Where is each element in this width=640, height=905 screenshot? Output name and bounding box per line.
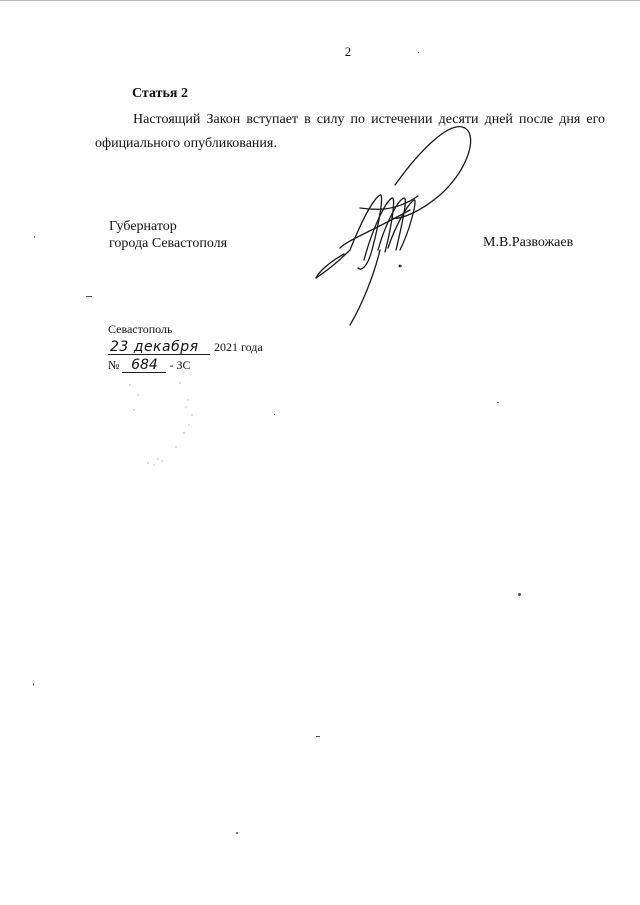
issue-place: Севастополь <box>108 322 173 336</box>
scan-speck <box>34 236 35 238</box>
faint-stamp-impression <box>118 355 208 475</box>
scan-speck <box>274 414 275 415</box>
law-number-handwritten: 684 <box>122 358 166 373</box>
article-text: Настоящий Закон вступает в силу по истечении десяти дней после дня его официального опубликования. <box>95 112 605 151</box>
issue-date-handwritten: 23 декабря <box>108 340 210 355</box>
scan-speck <box>497 402 499 403</box>
signatory-title-line2: города Севастополя <box>109 236 228 251</box>
page-number: 2 <box>344 44 352 59</box>
scan-speck <box>400 265 402 267</box>
signatory-title <box>109 218 227 252</box>
scan-speck <box>316 736 320 737</box>
scan-speck <box>418 52 419 53</box>
signatory-title-line1: Губернатор <box>109 219 177 234</box>
issue-year: 2021 года <box>214 340 263 354</box>
scan-speck <box>33 683 34 686</box>
scan-speck <box>236 832 238 834</box>
scan-speck <box>86 296 92 297</box>
scan-speck <box>518 593 521 596</box>
article-heading: Статья 2 <box>132 86 188 101</box>
signatory-name: М.В.Развожаев <box>483 235 574 250</box>
handwritten-signature <box>300 100 500 340</box>
number-sign: № <box>108 358 120 372</box>
scan-edge <box>0 0 640 1</box>
law-number-suffix: - ЗС <box>169 358 191 372</box>
issue-date <box>108 340 263 356</box>
